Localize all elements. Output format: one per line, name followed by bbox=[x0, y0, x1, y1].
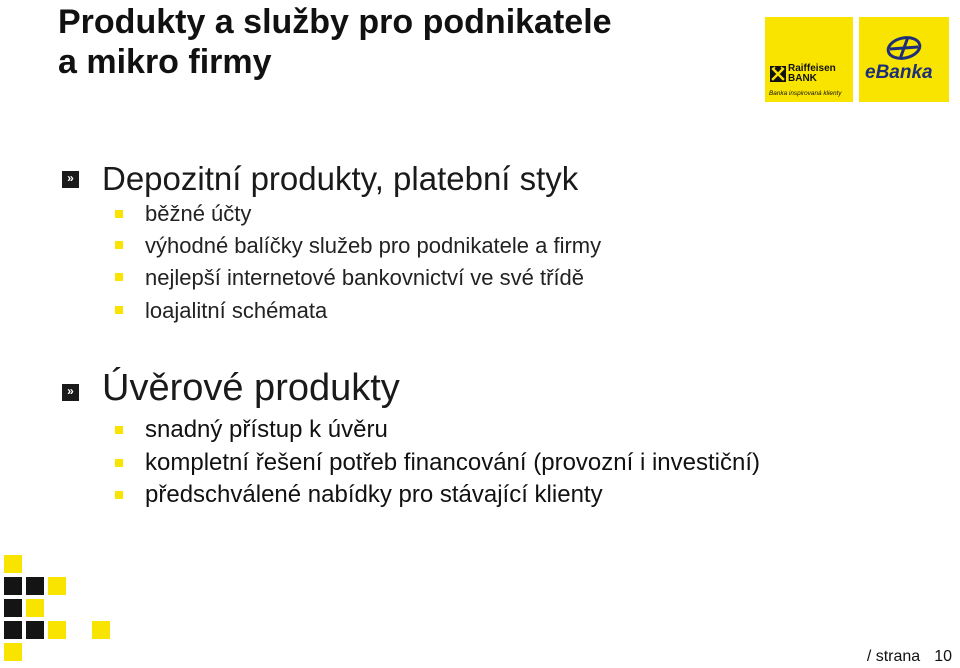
ebanka-name: eBanka bbox=[865, 62, 933, 83]
decor-square bbox=[26, 577, 44, 595]
decor-square bbox=[4, 643, 22, 661]
raiffeisen-name-line-1: Raiffeisen bbox=[788, 63, 836, 74]
decor-square bbox=[4, 621, 22, 639]
decor-square bbox=[26, 621, 44, 639]
footer-label: / strana bbox=[866, 648, 921, 665]
list-item: nejlepší internetové bankovnictví ve své třídě bbox=[145, 265, 585, 290]
list-item: běžné účty bbox=[145, 201, 252, 226]
square-bullet-icon bbox=[115, 210, 123, 218]
square-bullet-icon bbox=[115, 306, 123, 314]
decor-square bbox=[92, 621, 110, 639]
double-chevron-right-icon: » bbox=[62, 384, 79, 401]
square-bullet-icon bbox=[115, 426, 123, 434]
list-item: loajalitní schémata bbox=[145, 298, 328, 323]
ebanka-emblem-icon bbox=[884, 35, 924, 61]
list-item: kompletní řešení potřeb financování (provozní i investiční) bbox=[145, 449, 760, 476]
page-title-line-2: a mikro firmy bbox=[58, 43, 272, 81]
decor-square bbox=[4, 577, 22, 595]
page-title bbox=[58, 2, 738, 82]
decor-square bbox=[4, 555, 22, 573]
raiffeisen-tagline: Banka inspirovaná klienty bbox=[769, 90, 842, 97]
ebanka-logo bbox=[859, 17, 949, 102]
raiffeisen-name bbox=[788, 64, 836, 84]
page-footer bbox=[867, 646, 952, 668]
page-number: 10 bbox=[934, 648, 952, 665]
double-chevron-right-icon: » bbox=[62, 171, 79, 188]
square-bullet-icon bbox=[115, 273, 123, 281]
section-heading: Depozitní produkty, platební styk bbox=[102, 160, 579, 197]
square-bullet-icon bbox=[115, 241, 123, 249]
decor-square bbox=[48, 621, 66, 639]
page-title-line-1: Produkty a služby pro podnikatele bbox=[58, 3, 612, 41]
section-heading: Úvěrové produkty bbox=[102, 367, 400, 409]
decor-square bbox=[4, 599, 22, 617]
list-item: předschválené nabídky pro stávající klienty bbox=[145, 481, 603, 508]
raiffeisen-bank-logo bbox=[765, 17, 853, 102]
list-item: výhodné balíčky služeb pro podnikatele a firmy bbox=[145, 233, 602, 258]
raiffeisen-name-line-2: BANK bbox=[788, 73, 817, 84]
square-bullet-icon bbox=[115, 459, 123, 467]
square-bullet-icon bbox=[115, 491, 123, 499]
decor-square bbox=[48, 577, 66, 595]
raiffeisen-gable-cross-icon bbox=[770, 66, 786, 82]
decor-square bbox=[26, 599, 44, 617]
list-item: snadný přístup k úvěru bbox=[145, 416, 388, 443]
